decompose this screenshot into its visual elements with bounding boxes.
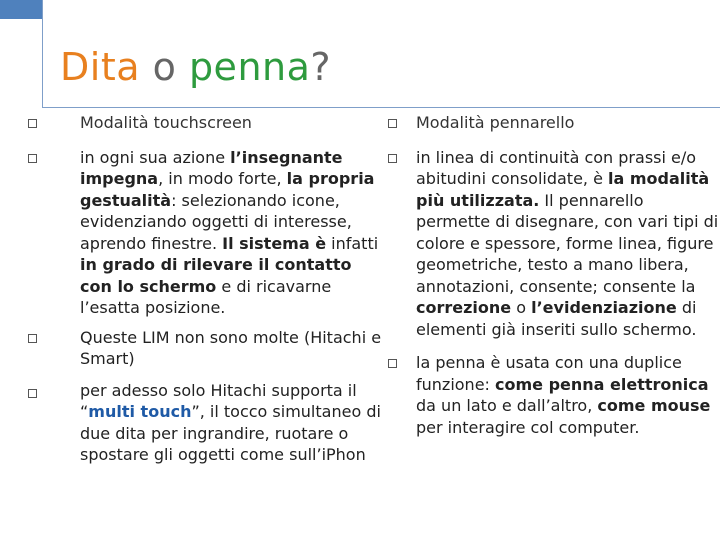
text-run: in ogni sua azione bbox=[80, 147, 231, 167]
text-run: Queste LIM non sono molte (Hitachi e Smart) bbox=[80, 327, 382, 368]
right-column bbox=[388, 111, 720, 438]
text-run: , in modo forte, bbox=[158, 169, 287, 188]
bullet-icon bbox=[388, 154, 397, 163]
right-paragraph-2 bbox=[388, 352, 720, 438]
right-heading: Modalità pennarello bbox=[416, 113, 575, 132]
text-run-bold-blue: multi touch bbox=[88, 402, 192, 421]
title-word-penna: penna bbox=[188, 45, 311, 89]
left-column bbox=[28, 111, 388, 466]
text-run-bold: correzione bbox=[416, 298, 512, 317]
text-run-bold: l’insegnante impegna bbox=[80, 147, 343, 188]
left-heading: Modalità touchscreen bbox=[80, 113, 252, 132]
text-run-bold: l’evidenziazione bbox=[531, 298, 677, 317]
text-run-bold: la propria gestualità bbox=[80, 169, 375, 210]
left-paragraph-2 bbox=[28, 327, 388, 370]
text-run: ”, il tocco simultaneo di due dita per ingrandire, ruotare o spostare gli oggetti come sull’iPhon bbox=[80, 402, 381, 464]
text-run: per adesso solo Hitachi supporta il “ bbox=[80, 380, 357, 421]
text-run: in linea di continuità con prassi e/o abitudini consolidate, è bbox=[416, 147, 697, 188]
text-run: per interagire col computer. bbox=[416, 417, 640, 437]
text-run-bold: come mouse bbox=[597, 396, 711, 415]
text-run: o bbox=[511, 298, 532, 317]
slide-title bbox=[60, 43, 331, 91]
bullet-icon bbox=[388, 119, 397, 128]
text-run: : selezionando icone, evidenziando oggetti di interesse, aprendo finestre. bbox=[80, 190, 352, 253]
left-heading-item bbox=[28, 112, 388, 134]
title-word-dita: Dita bbox=[60, 45, 141, 89]
bullet-icon bbox=[28, 119, 37, 128]
left-paragraph-1 bbox=[28, 147, 388, 319]
bullet-icon bbox=[388, 359, 397, 368]
right-paragraph-1 bbox=[388, 147, 720, 341]
right-heading-item bbox=[388, 112, 720, 134]
text-run-bold: la modalità più utilizzata. bbox=[416, 169, 710, 210]
bullet-icon bbox=[28, 389, 37, 398]
text-run-bold: in grado di rilevare il contatto con lo schermo bbox=[80, 255, 352, 296]
text-run: da un lato e dall’altro, bbox=[416, 396, 598, 415]
text-run: infatti bbox=[326, 233, 379, 253]
title-underline bbox=[42, 107, 720, 108]
text-run-bold: Il sistema è bbox=[222, 233, 327, 253]
corner-accent bbox=[0, 0, 42, 19]
text-run: la penna è usata con una duplice funzione: bbox=[416, 353, 682, 394]
title-question-mark: ? bbox=[310, 45, 332, 89]
text-run-bold: come penna elettronica bbox=[495, 374, 709, 394]
text-run: di elementi già inseriti sullo schermo. bbox=[416, 298, 697, 339]
bullet-icon bbox=[28, 334, 37, 343]
left-paragraph-3 bbox=[28, 380, 388, 466]
text-run: e di ricavarne l’esatta posizione. bbox=[80, 276, 332, 317]
title-word-o: o bbox=[140, 45, 189, 89]
text-run: Il pennarello permette di disegnare, con vari tipi di colore e spessore, forme linea, figure geometriche, testo a mano libera, annotazioni, consente; consente la bbox=[416, 190, 719, 296]
vertical-rule bbox=[42, 0, 43, 108]
bullet-icon bbox=[28, 154, 37, 163]
